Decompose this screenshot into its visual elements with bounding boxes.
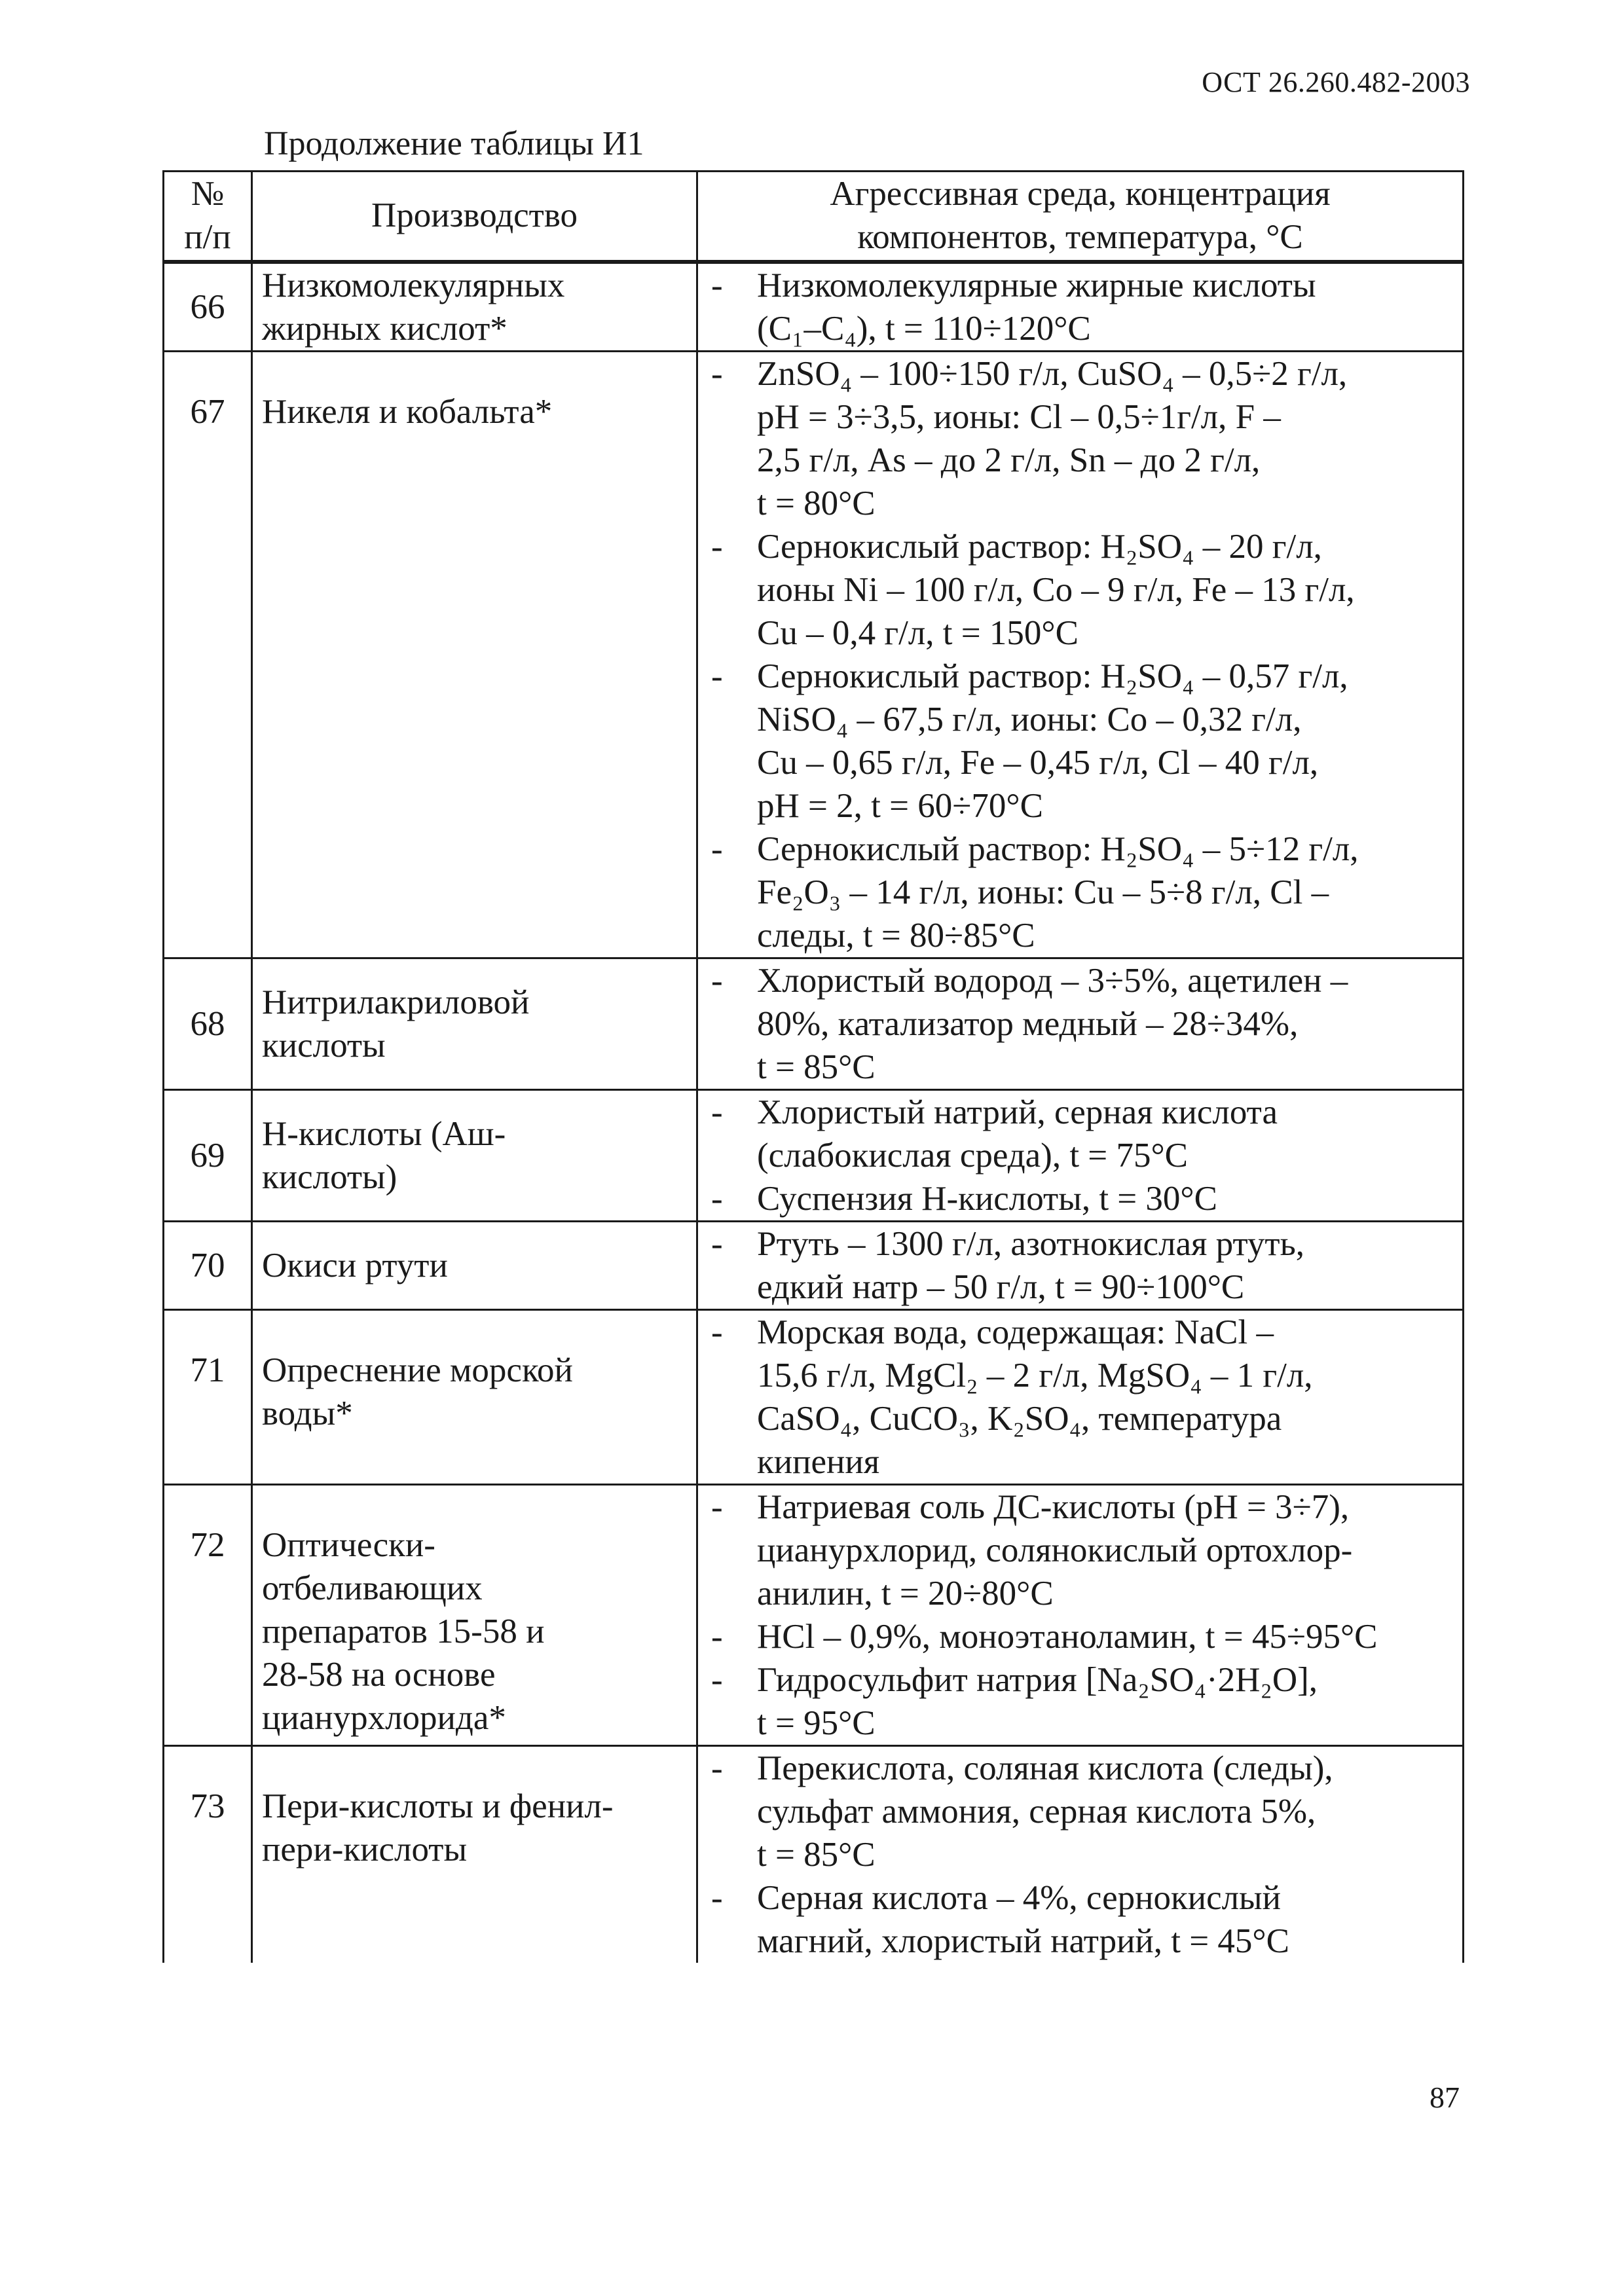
environment-item: [711, 525, 1458, 655]
table-header-row: [164, 172, 1464, 263]
environment-cell: [697, 1222, 1464, 1310]
environment-text: ZnSO₄ – 100÷150 г/л, CuSO₄ – 0,5÷2 г/л, pH = 3÷3,5, ионы: Cl – 0,5÷1г/л, F – 2,5 г/л, As – до 2 г/л, Sn – до 2 г/л, t = 80°С: [757, 355, 1348, 522]
table-row: [164, 1222, 1464, 1310]
environment-cell: [697, 1090, 1464, 1222]
list-dash: -: [711, 1879, 723, 1917]
list-dash: -: [711, 1661, 723, 1699]
environment-item: [711, 1177, 1458, 1220]
environment-item: [711, 1615, 1458, 1658]
environment-text: Перекислота, соляная кислота (следы), сульфат аммония, серная кислота 5%, t = 85°С: [757, 1749, 1333, 1874]
resistance-table: [162, 170, 1464, 1963]
environment-item: [711, 352, 1458, 525]
list-dash: -: [711, 1225, 723, 1263]
list-dash: -: [711, 1313, 723, 1351]
list-dash: -: [711, 1093, 723, 1131]
row-number: 67: [164, 352, 252, 958]
environment-cell: [697, 1485, 1464, 1746]
environment-item: [711, 828, 1458, 957]
list-dash: -: [711, 657, 723, 695]
list-dash: -: [711, 266, 723, 304]
row-number: 69: [164, 1090, 252, 1222]
list-dash: -: [711, 1749, 723, 1787]
column-header-number: № п/п: [164, 172, 252, 263]
environment-item: [711, 1311, 1458, 1484]
environment-item: [711, 655, 1458, 828]
production-cell: Пери-кислоты и фенил- пери-кислоты: [252, 1746, 697, 1963]
environment-item: [711, 1747, 1458, 1876]
table-row: [164, 1310, 1464, 1485]
environment-text: Ртуть – 1300 г/л, азотнокислая ртуть, едкий натр – 50 г/л, t = 90÷100°С: [757, 1225, 1304, 1306]
environment-item: [711, 1876, 1458, 1963]
production-cell: Оптически- отбеливающих препаратов 15-58 и 28-58 на основе цианурхлорида*: [252, 1485, 697, 1746]
production-cell: Никеля и кобальта*: [252, 352, 697, 958]
environment-text: Натриевая соль ДС-кислоты (pH = 3÷7), цианурхлорид, солянокислый ортохлор- анилин, t = 20÷80°С: [757, 1488, 1353, 1613]
column-header-production: Производство: [252, 172, 697, 263]
list-dash: -: [711, 1618, 723, 1656]
environment-item: [711, 1222, 1458, 1309]
environment-text: Суспензия Н-кислоты, t = 30°С: [757, 1180, 1217, 1218]
list-dash: -: [711, 528, 723, 566]
environment-text: Гидросульфит натрия [Na₂SO₄·2H₂O], t = 95°С: [757, 1661, 1318, 1742]
environment-text: Хлористый натрий, серная кислота (слабокислая среда), t = 75°С: [757, 1093, 1278, 1175]
row-number: 68: [164, 958, 252, 1090]
environment-text: Морская вода, содержащая: NaCl – 15,6 г/л, MgCl₂ – 2 г/л, MgSO₄ – 1 г/л, CaSO₄, CuCO₃, K₂SO₄, температура кипения: [757, 1313, 1313, 1481]
environment-item: [711, 1091, 1458, 1177]
list-dash: -: [711, 1488, 723, 1526]
list-dash: -: [711, 355, 723, 393]
environment-text: Хлористый водород – 3÷5%, ацетилен – 80%, катализатор медный – 28÷34%, t = 85°С: [757, 962, 1348, 1086]
table-row: [164, 958, 1464, 1090]
environment-item: [711, 959, 1458, 1089]
row-number: 71: [164, 1310, 252, 1485]
document-code: ОСТ 26.260.482-2003: [1202, 66, 1470, 98]
row-number: 73: [164, 1746, 252, 1963]
row-number: 70: [164, 1222, 252, 1310]
environment-text: Низкомолекулярные жирные кислоты (C₁–C₄), t = 110÷120°С: [757, 266, 1316, 348]
environment-item: [711, 1658, 1458, 1745]
production-cell: Низкомолекулярных жирных кислот*: [252, 262, 697, 352]
environment-text: Сернокислый раствор: H₂SO₄ – 5÷12 г/л, Fe₂O₃ – 14 г/л, ионы: Cu – 5÷8 г/л, Cl – следы, t = 80÷85°С: [757, 830, 1359, 955]
page-number: 87: [1430, 2081, 1460, 2114]
production-cell: Опреснение морской воды*: [252, 1310, 697, 1485]
list-dash: -: [711, 830, 723, 868]
column-header-environment: Агрессивная среда, концентрация компонентов, температура, °С: [697, 172, 1464, 263]
environment-cell: [697, 1746, 1464, 1963]
row-number: 72: [164, 1485, 252, 1746]
environment-cell: [697, 1310, 1464, 1485]
environment-text: Серная кислота – 4%, сернокислый магний, хлористый натрий, t = 45°С: [757, 1879, 1289, 1960]
row-number: 66: [164, 262, 252, 352]
environment-text: Сернокислый раствор: H₂SO₄ – 20 г/л, ионы Ni – 100 г/л, Co – 9 г/л, Fe – 13 г/л, Cu – 0,4 г/л, t = 150°С: [757, 528, 1355, 652]
environment-item: [711, 1485, 1458, 1615]
production-cell: Нитрилакриловой кислоты: [252, 958, 697, 1090]
environment-cell: [697, 262, 1464, 352]
environment-cell: [697, 352, 1464, 958]
environment-text: HCl – 0,9%, моноэтаноламин, t = 45÷95°С: [757, 1618, 1378, 1656]
table-row: [164, 1485, 1464, 1746]
environment-item: [711, 264, 1458, 350]
environment-text: Сернокислый раствор: H₂SO₄ – 0,57 г/л, NiSO₄ – 67,5 г/л, ионы: Co – 0,32 г/л, Cu – 0,65 г/л, Fe – 0,45 г/л, Cl – 40 г/л, pH = 2, t = 60÷70°С: [757, 657, 1348, 825]
production-cell: Окиси ртути: [252, 1222, 697, 1310]
list-dash: -: [711, 1180, 723, 1218]
table-caption: Продолжение таблицы И1: [264, 125, 644, 162]
table-row: [164, 262, 1464, 352]
environment-cell: [697, 958, 1464, 1090]
table-row: [164, 1746, 1464, 1963]
table-row: [164, 1090, 1464, 1222]
table-row: [164, 352, 1464, 958]
production-cell: Н-кислоты (Аш- кислоты): [252, 1090, 697, 1222]
list-dash: -: [711, 962, 723, 1000]
